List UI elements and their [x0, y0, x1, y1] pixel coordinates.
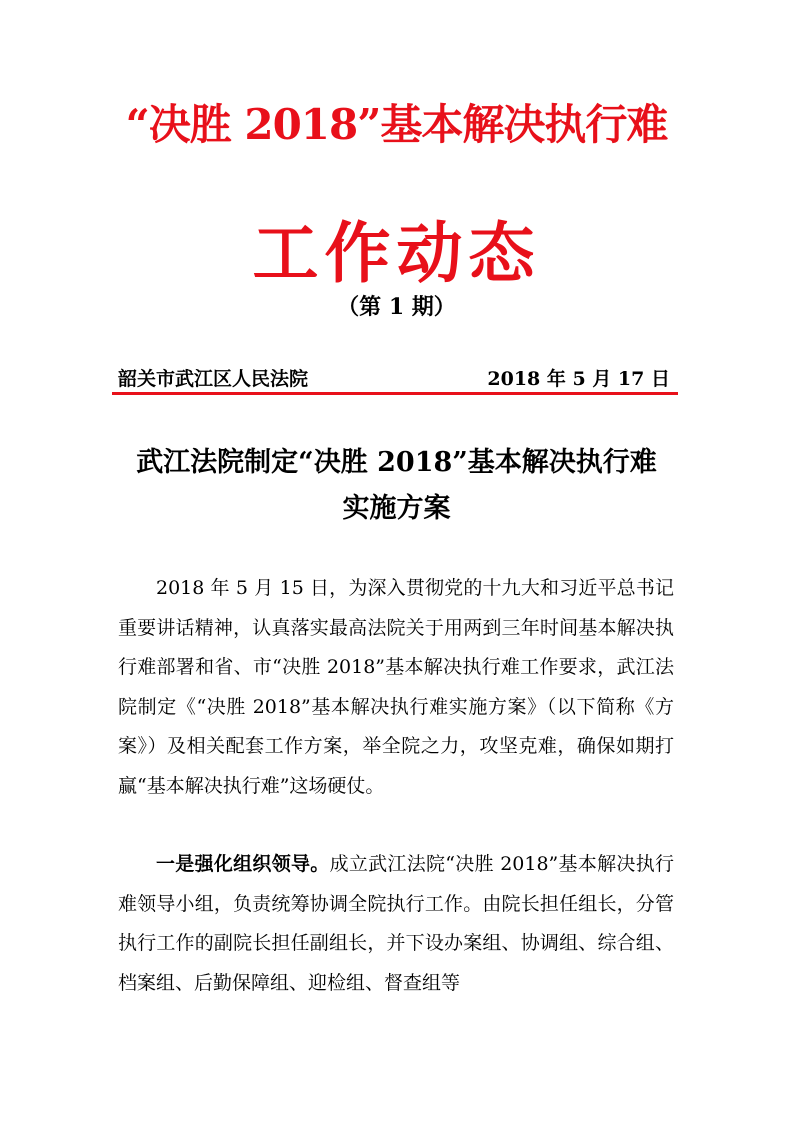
header-divider	[112, 392, 678, 395]
body-paragraph-2	[118, 845, 674, 1003]
issuer-name: 韶关市武江区人民法院	[118, 368, 309, 390]
paragraph-lead: 一是强化组织领导。	[156, 853, 330, 875]
issue-date: 2018 年 5 月 17 日	[487, 368, 670, 390]
article-title-line2: 实施方案	[342, 493, 451, 524]
paragraph-body: 成立武江法院“决胜 2018”基本解决执行难领导小组，负责统筹协调全院执行工作。由院长担任组长，分管执行工作的副院长担任副组长，并下设办案组、协调组、综合组、档案组、后勤保障组、迎检组、督查组等	[118, 853, 674, 994]
banner-title: “决胜 2018”基本解决执行难	[125, 100, 668, 149]
banner-subtitle: 工作动态	[252, 214, 541, 292]
article-title	[80, 440, 713, 532]
article-title-line1: 武江法院制定“决胜 2018”基本解决执行难	[136, 447, 657, 478]
issue-number: （第 1 期）	[337, 294, 456, 320]
body-paragraph-1: 2018 年 5 月 15 日，为深入贯彻党的十九大和习近平总书记重要讲话精神，认真落实最高法院关于用两到三年时间基本解决执行难部署和省、市“决胜 2018”基本解决执行难工作要求，武江法院制定《“决胜 2018”基本解决执行难实施方案》（以下简称《方案》）及相关配套工作方案，举全院之力，攻坚克难，确保如期打赢“基本解决执行难”这场硬仗。	[118, 577, 674, 797]
